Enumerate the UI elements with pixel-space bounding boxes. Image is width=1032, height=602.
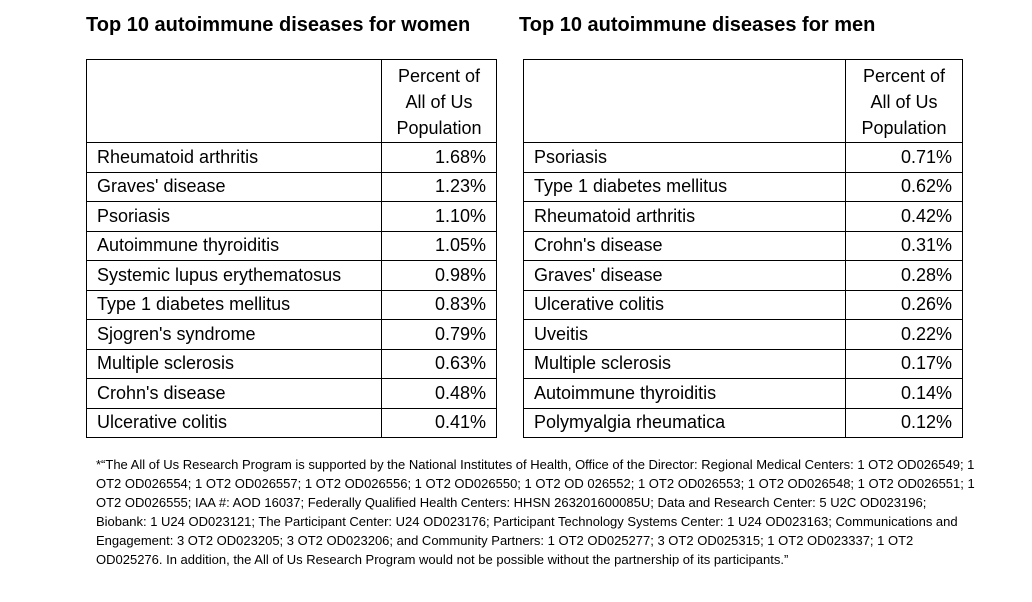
women-diseases-table	[86, 59, 497, 438]
disease-name-cell: Ulcerative colitis	[87, 408, 382, 438]
men-table-title: Top 10 autoimmune diseases for men	[519, 14, 876, 36]
header-line: Percent of	[397, 66, 481, 86]
disease-name-cell: Uveitis	[524, 320, 846, 350]
disease-name-cell: Autoimmune thyroiditis	[87, 231, 382, 261]
percent-value-cell: 0.41%	[382, 408, 497, 438]
disease-name-cell: Sjogren's syndrome	[87, 320, 382, 350]
table-row	[87, 290, 497, 320]
table-row	[87, 349, 497, 379]
table-row	[87, 408, 497, 438]
disease-name-cell: Psoriasis	[87, 202, 382, 232]
table-row	[524, 408, 963, 438]
header-empty-cell	[524, 60, 846, 143]
percent-value-cell: 0.14%	[846, 379, 963, 409]
table-row	[524, 349, 963, 379]
disease-name-cell: Polymyalgia rheumatica	[524, 408, 846, 438]
disease-name-cell: Crohn's disease	[87, 379, 382, 409]
percent-value-cell: 0.12%	[846, 408, 963, 438]
percent-value-cell: 0.28%	[846, 261, 963, 291]
table-body	[87, 143, 497, 438]
table-row	[524, 202, 963, 232]
disease-name-cell: Type 1 diabetes mellitus	[524, 172, 846, 202]
percent-value-cell: 0.63%	[382, 349, 497, 379]
table-row	[87, 172, 497, 202]
header-line: Population	[861, 118, 947, 138]
percent-value-cell: 0.22%	[846, 320, 963, 350]
men-diseases-table	[523, 59, 963, 438]
disease-name-cell: Type 1 diabetes mellitus	[87, 290, 382, 320]
table-row	[524, 143, 963, 173]
header-empty-cell	[87, 60, 382, 143]
table-row	[87, 320, 497, 350]
header-line: Percent of	[862, 66, 946, 86]
percent-value-cell: 0.79%	[382, 320, 497, 350]
disease-name-cell: Ulcerative colitis	[524, 290, 846, 320]
header-line: Population	[396, 118, 482, 138]
percent-column-header	[846, 60, 963, 143]
disease-name-cell: Autoimmune thyroiditis	[524, 379, 846, 409]
table-row	[87, 231, 497, 261]
disease-name-cell: Graves' disease	[87, 172, 382, 202]
disease-name-cell: Systemic lupus erythematosus	[87, 261, 382, 291]
disease-name-cell: Crohn's disease	[524, 231, 846, 261]
table-row	[524, 290, 963, 320]
disease-name-cell: Rheumatoid arthritis	[524, 202, 846, 232]
percent-value-cell: 0.83%	[382, 290, 497, 320]
percent-value-cell: 1.68%	[382, 143, 497, 173]
table-header-row	[524, 60, 963, 143]
table-row	[87, 261, 497, 291]
table-row	[87, 143, 497, 173]
percent-column-header	[382, 60, 497, 143]
disease-name-cell: Multiple sclerosis	[524, 349, 846, 379]
percent-value-cell: 1.10%	[382, 202, 497, 232]
table-row	[524, 320, 963, 350]
table-row	[524, 172, 963, 202]
disease-name-cell: Psoriasis	[524, 143, 846, 173]
table-row	[524, 231, 963, 261]
table-row	[524, 261, 963, 291]
table-row	[524, 379, 963, 409]
header-line: All of Us	[405, 92, 473, 112]
percent-value-cell: 0.71%	[846, 143, 963, 173]
percent-value-cell: 0.48%	[382, 379, 497, 409]
percent-value-cell: 0.98%	[382, 261, 497, 291]
disease-name-cell: Graves' disease	[524, 261, 846, 291]
header-line: All of Us	[870, 92, 938, 112]
table-row	[87, 202, 497, 232]
percent-value-cell: 0.17%	[846, 349, 963, 379]
footnote: *“The All of Us Research Program is supported by the National Institutes of Health, Office of the Director: Regional Medical Centers: 1 OT2 OD026549; 1 OT2 OD026554; 1 OT2 OD026557; 1 OT2 OD026556; 1 OT2 OD026550; 1 OT2 OD 026552; 1 OT2 OD026553; 1 OT2 OD026548; 1 OT2 OD026551; 1 OT2 OD026555; IAA #: AOD 16037; Federally Qualified Health Centers: HHSN 263201600085U; Data and Research Center: 5 U2C OD023196; Biobank: 1 U24 OD023121; The Participant Center: U24 OD023176; Participant Technology Systems Center: 1 U24 OD023163; Communications and Engagement: 3 OT2 OD023205; 3 OT2 OD023206; and Community Partners: 1 OT2 OD025277; 3 OT2 OD025315; 1 OT2 OD023337; 1 OT2 OD025276. In addition, the All of Us Research Program would not be possible without the partnership of its participants.”	[96, 457, 975, 567]
percent-value-cell: 0.42%	[846, 202, 963, 232]
table-body	[524, 143, 963, 438]
percent-value-cell: 0.31%	[846, 231, 963, 261]
table-row	[87, 379, 497, 409]
percent-value-cell: 0.26%	[846, 290, 963, 320]
disease-name-cell: Multiple sclerosis	[87, 349, 382, 379]
women-table-title: Top 10 autoimmune diseases for women	[86, 14, 471, 36]
percent-value-cell: 1.05%	[382, 231, 497, 261]
table-header-row	[87, 60, 497, 143]
percent-value-cell: 1.23%	[382, 172, 497, 202]
disease-name-cell: Rheumatoid arthritis	[87, 143, 382, 173]
percent-value-cell: 0.62%	[846, 172, 963, 202]
